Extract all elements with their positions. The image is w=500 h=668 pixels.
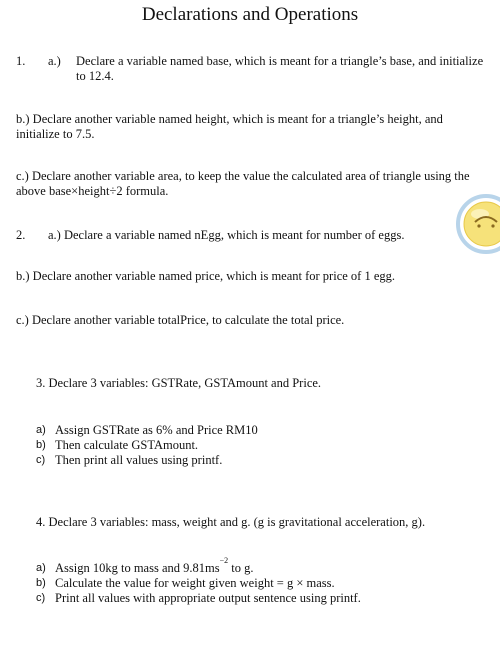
q1-b-line1: b.) Declare another variable named height, which is meant for a triangle’s height, and	[16, 112, 443, 126]
q4-heading: 4. Declare 3 variables: mass, weight and g. (g is gravitational acceleration, g).	[36, 515, 426, 529]
q1-c-line2: above base×height÷2 formula.	[16, 184, 169, 198]
q2-number: 2.	[16, 228, 26, 242]
q1-number: 1.	[16, 54, 26, 68]
q2-b: b.) Declare another variable named price, which is meant for price of 1 egg.	[16, 269, 395, 283]
q3-a-label: a)	[36, 424, 46, 436]
q1-a-line1: Declare a variable named base, which is meant for a triangle’s base, and initialize	[76, 54, 484, 68]
q2-c: c.) Declare another variable totalPrice, to calculate the total price.	[16, 313, 345, 327]
q4-a-text-pre: Assign 10kg to mass and 9.81ms	[55, 561, 220, 575]
q3-heading: 3. Declare 3 variables: GSTRate, GSTAmount and Price.	[36, 376, 322, 390]
q1-b-line2: initialize to 7.5.	[16, 127, 95, 141]
q4-a-text	[55, 555, 254, 576]
q4-c-text: Print all values with appropriate output sentence using printf.	[55, 591, 361, 605]
q2-a: a.) Declare a variable named nEgg, which is meant for number of eggs.	[48, 228, 405, 242]
q3-c-label: c)	[36, 454, 46, 466]
q4-a-superscript: −2	[219, 555, 229, 565]
sad-face-icon	[456, 194, 500, 254]
q3-c-text: Then print all values using printf.	[55, 453, 223, 467]
q4-c-label: c)	[36, 592, 46, 604]
q3-b-label: b)	[36, 439, 46, 451]
q1-c-line1: c.) Declare another variable area, to keep the value the calculated area of triangle using the	[16, 169, 470, 183]
q4-a-label: a)	[36, 562, 46, 574]
q4-b-label: b)	[36, 577, 46, 589]
q4-b-text: Calculate the value for weight given weight = g × mass.	[55, 576, 335, 590]
q3-a-text: Assign GSTRate as 6% and Price RM10	[55, 423, 258, 437]
page-title: Declarations and Operations	[141, 4, 359, 25]
q4-a-text-post: to g.	[228, 561, 254, 575]
q1-a-line2: to 12.4.	[76, 69, 114, 83]
q1-a-label: a.)	[48, 54, 61, 68]
q3-b-text: Then calculate GSTAmount.	[55, 438, 199, 452]
